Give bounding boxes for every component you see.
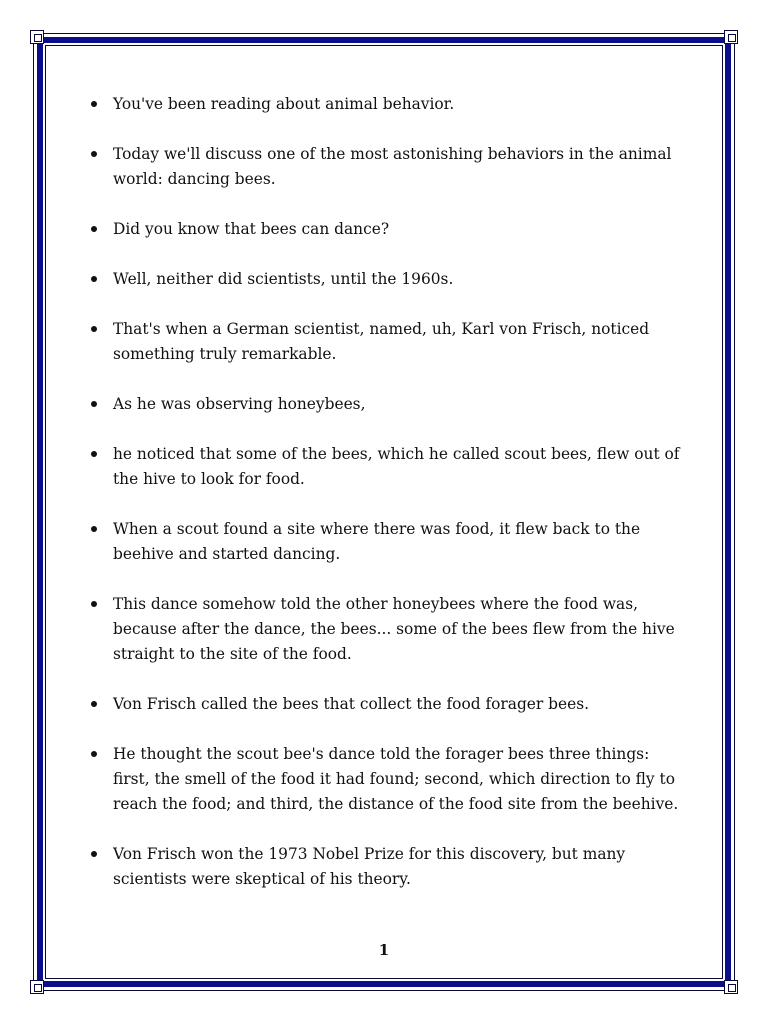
bullet-icon bbox=[91, 151, 97, 157]
corner-ornament-bottom-right bbox=[724, 980, 738, 994]
document-body bbox=[88, 92, 688, 917]
bullet-item bbox=[88, 92, 688, 117]
bullet-item bbox=[88, 217, 688, 242]
bullet-text: Von Frisch called the bees that collect the food forager bees. bbox=[113, 695, 590, 713]
bullet-text: Well, neither did scientists, until the 1960s. bbox=[113, 270, 454, 288]
bullet-item bbox=[88, 317, 688, 367]
bullet-icon bbox=[91, 751, 97, 757]
bullet-text: When a scout found a site where there was food, it flew back to the beehive and started dancing. bbox=[113, 520, 641, 563]
bullet-item bbox=[88, 842, 688, 892]
bullet-item bbox=[88, 692, 688, 717]
bullet-text: Today we'll discuss one of the most astonishing behaviors in the animal world: dancing bees. bbox=[113, 145, 672, 188]
bullet-list bbox=[88, 92, 688, 892]
bullet-icon bbox=[91, 851, 97, 857]
bullet-icon bbox=[91, 101, 97, 107]
bullet-icon bbox=[91, 526, 97, 532]
bullet-icon bbox=[91, 226, 97, 232]
bullet-icon bbox=[91, 601, 97, 607]
bullet-item bbox=[88, 442, 688, 492]
bullet-text: You've been reading about animal behavior. bbox=[113, 95, 455, 113]
bullet-item bbox=[88, 517, 688, 567]
bullet-text: Did you know that bees can dance? bbox=[113, 220, 390, 238]
bullet-text: Von Frisch won the 1973 Nobel Prize for this discovery, but many scientists were skeptical of his theory. bbox=[113, 845, 626, 888]
bullet-item bbox=[88, 267, 688, 292]
bullet-icon bbox=[91, 326, 97, 332]
bullet-icon bbox=[91, 451, 97, 457]
bullet-text: That's when a German scientist, named, uh, Karl von Frisch, noticed something truly remarkable. bbox=[113, 320, 650, 363]
bullet-icon bbox=[91, 401, 97, 407]
bullet-item bbox=[88, 392, 688, 417]
bullet-item bbox=[88, 592, 688, 667]
corner-ornament-bottom-left bbox=[30, 980, 44, 994]
bullet-text: he noticed that some of the bees, which he called scout bees, flew out of the hive to look for food. bbox=[113, 445, 680, 488]
corner-ornament-top-left bbox=[30, 30, 44, 44]
corner-ornament-top-right bbox=[724, 30, 738, 44]
bullet-icon bbox=[91, 701, 97, 707]
bullet-text: He thought the scout bee's dance told the forager bees three things: first, the smell of the food it had found; second, which direction to fly to reach the food; and third, the distance of the food site from the beehive. bbox=[113, 745, 679, 813]
bullet-item bbox=[88, 142, 688, 192]
bullet-item bbox=[88, 742, 688, 817]
bullet-text: As he was observing honeybees, bbox=[113, 395, 366, 413]
page-number: 1 bbox=[378, 941, 390, 959]
bullet-text: This dance somehow told the other honeybees where the food was, because after the dance, the bees... some of the bees flew from the hive straight to the site of the food. bbox=[113, 595, 675, 663]
bullet-icon bbox=[91, 276, 97, 282]
